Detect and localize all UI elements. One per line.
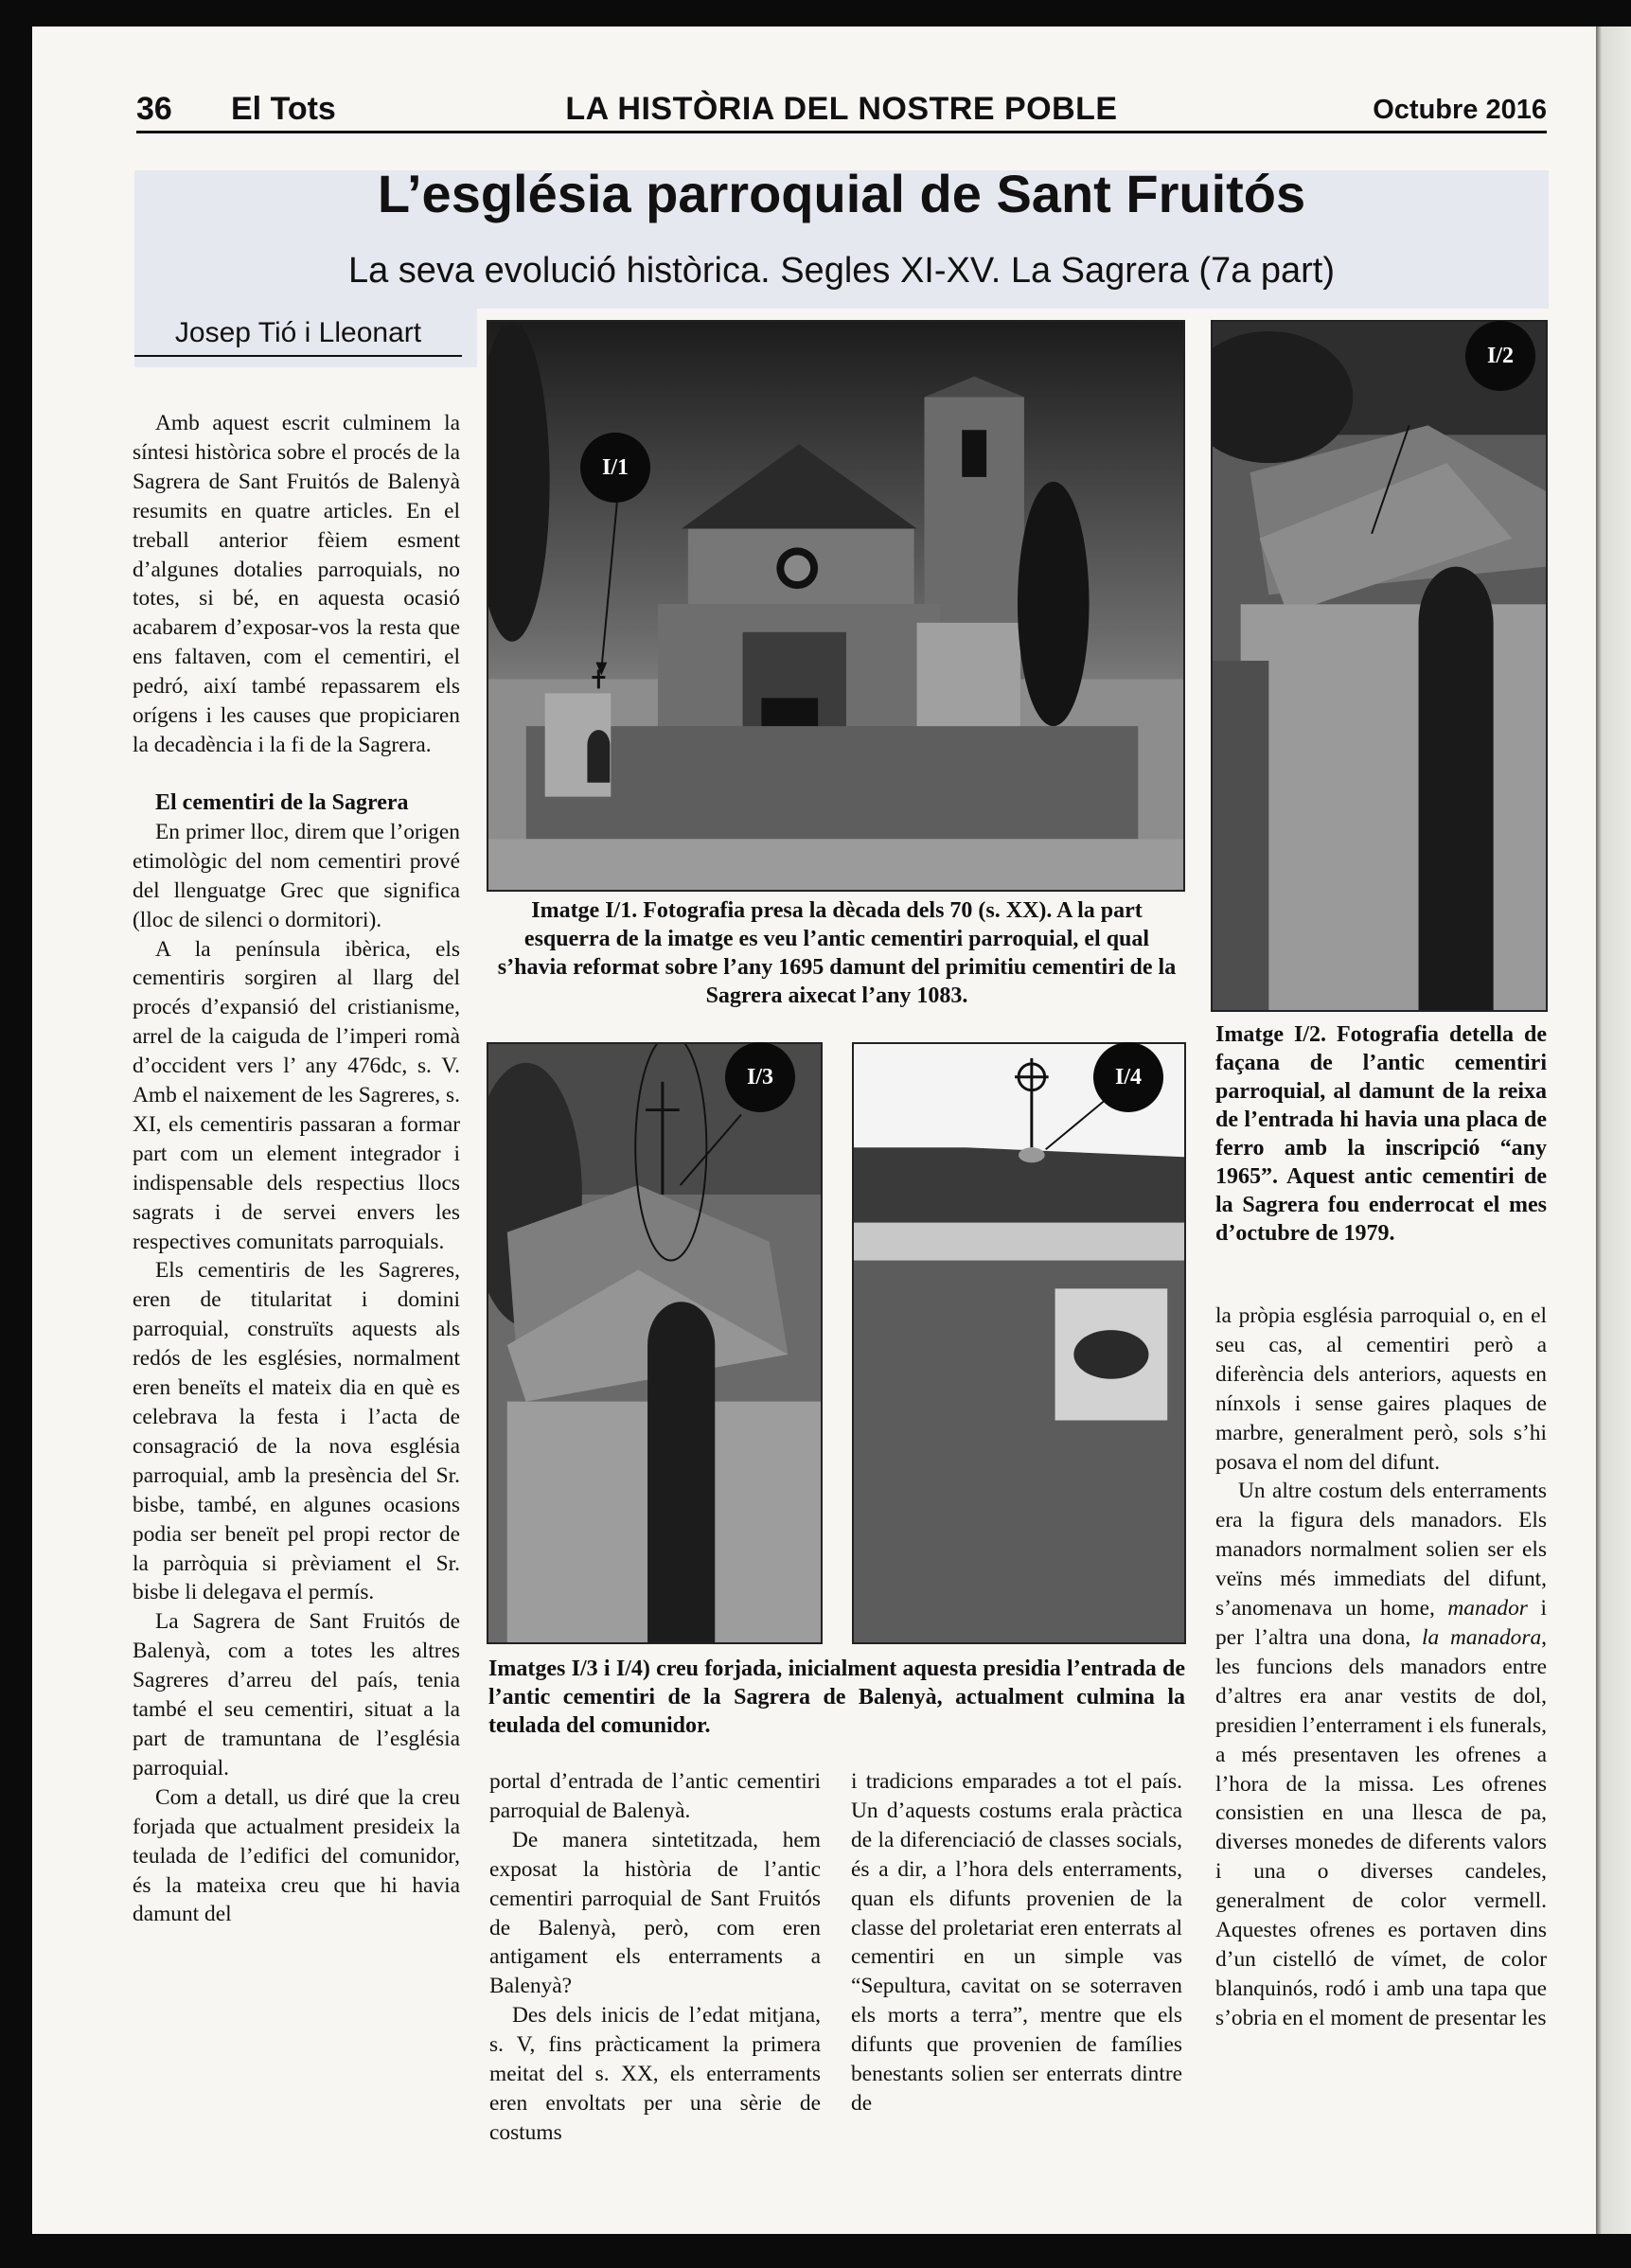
article-title: L’església parroquial de Sant Fruitós <box>377 164 1306 223</box>
paragraph: Des dels inicis de l’edat mitjana, s. V, fins pràcticament la primera meitat del s. XX, els enterraments eren envoltats per una sèrie de costums <box>489 2003 821 2145</box>
photo-comunidor-roof-i4 <box>852 1042 1186 1644</box>
italic-term: la manadora <box>1421 1624 1542 1650</box>
article-author: Josep Tió i Lleonart <box>134 317 462 357</box>
text-run: , les funcions dels manadors entre d’altres era anar vestits de dol, presidien l’enterrament i els funerals, a més presentaven les ofrenes a l’hora de la missa. Les ofrenes consistien en una llesca de pa, diverses monedes de diferents valors i una o diverses candeles, generalment de color vermell. Aquestes ofrenes es portaven dins d’un cistelló de vímet, de color blanquinós, rodó i amb una tapa que s’obria en el moment de presentar les <box>1215 1624 1547 2030</box>
photo-forged-cross-i3 <box>487 1042 823 1644</box>
text-column-1 <box>133 409 460 1929</box>
paragraph: portal d’entrada de l’antic cementiri parroquial de Balenyà. <box>489 1769 821 1823</box>
text-column-2 <box>489 1767 821 2148</box>
text-column-3 <box>851 1767 1182 2118</box>
text-column-4 <box>1215 1302 1547 2033</box>
paragraph: Amb aquest escrit culminem la síntesi històrica sobre el procés de la Sagrera de Sant Fruitós de Balenyà resumits en quatre articles. En el treball anterior fèiem esment d’algunes dotalies parroquials, no totes, si bé, en aquesta ocasió acabarem d’exposar-vos la resta que ens faltaven, com el cementiri, el pedró, així també repassarem els orígens i les causes que propiciaren la decadència i la fi de la Sagrera. <box>133 411 460 757</box>
text-run: Un altre costum dels enterraments era la figura dels manadors. Els manadors normalment solien ser els veïns més immediats del difunt, s’anomenava un home, <box>1215 1479 1547 1621</box>
text-run: i per l’altra una dona, <box>1215 1596 1547 1650</box>
issue-date: Octubre 2016 <box>1373 95 1547 125</box>
paragraph: la pròpia església parroquial o, en el seu cas, al cementiri però a diferència dels anteriors, aquests en nínxols i sense gaires plaques de marbre, generalment però, sols s’hi posava el nom del difunt. <box>1215 1303 1547 1475</box>
running-header <box>136 89 1547 133</box>
paragraph: Els cementiris de les Sagreres, eren de titularitat i domini parroquial, construïts aquests als redós de les esglésies, normalment eren beneïts el mateix dia en què es celebrava la festa i l’acta de consagració de la nova església parroquial, amb la presència del Sr. bisbe, també, en algunes ocasions podia ser beneït pel propi rector de la parròquia si prèviament el Sr. bisbe li delegava el permís. <box>133 1258 460 1605</box>
paragraph <box>1215 1477 1547 2032</box>
paragraph: i tradicions emparades a tot el país. Un d’aquests costums erala pràctica de la diferenciació de classes socials, és a dir, a l’hora dels enterraments, quan els difunts provenien de la classe del proletariat eren enterrats al cementiri en un simple vas “Sepultura, cavitat on se soterraven els morts a terra”, mentre que els difunts que provenien de famílies benestants solien ser enterrats dintre de <box>851 1769 1182 2116</box>
paragraph: Com a detall, us diré que la creu forjada que actualment presideix la teulada de l’edifici del comunidor, és la mateixa creu que hi havia damunt del <box>133 1784 460 1927</box>
paragraph: La Sagrera de Sant Fruitós de Balenyà, com a totes les altres Sagreres d’arreu del país, tenia també el seu cementiri, situat a la part de tramuntana de l’església parroquial. <box>133 1609 460 1781</box>
paragraph: A la península ibèrica, els cementiris sorgiren al llarg del procés d’expansió del cristianisme, arrel de la caiguda de l’imperi romà d’occident vers l’ any 476dc, s. V. Amb el naixement de les Sagreres, s. XI, els cementiris passaran a formar part com un element integrador i indispensable dels respectius llocs sagrats i de servei envers les respectives comunitats parroquials. <box>133 936 460 1254</box>
adjacent-page-edge <box>1596 27 1631 2234</box>
publication-name: El Tots <box>231 91 336 127</box>
photo-cemetery-facade-i2 <box>1211 320 1548 1012</box>
photo-church-i1 <box>487 320 1185 892</box>
caption-i2: Imatge I/2. Fotografia detella de façana de l’antic cementiri parroquial, al damunt de la reixa de l’entrada hi havia una placa de ferro amb la inscripció “any 1965”. Aquest antic cementiri de la Sagrera fou enderrocat el mes d’octubre de 1979. <box>1215 1022 1547 1246</box>
image-marker-i4: I/4 <box>1093 1042 1163 1112</box>
image-marker-i2: I/2 <box>1465 321 1535 391</box>
image-marker-i1: I/1 <box>580 433 650 503</box>
article-subtitle: La seva evolució històrica. Segles XI-XV. La Sagrera (7a part) <box>347 251 1336 291</box>
section-heading: El cementiri de la Sagrera <box>155 789 409 815</box>
section-title: LA HISTÒRIA DEL NOSTRE POBLE <box>565 91 1118 127</box>
paragraph: En primer lloc, direm que l’origen etimològic del nom cementiri prové del llenguatge Grec que significa (lloc de silenci o dormitori). <box>133 819 460 932</box>
page-number: 36 <box>136 91 172 127</box>
image-marker-i3: I/3 <box>725 1042 795 1112</box>
paragraph: De manera sintetitzada, hem exposat la història de l’antic cementiri parroquial de Sant Fruitós de Balenyà, però, com eren antigament els enterraments a Balenyà? <box>489 1827 821 1999</box>
italic-term: manador <box>1447 1596 1528 1621</box>
caption-i3-i4: Imatges I/3 i I/4) creu forjada, inicialment aquesta presidia l’entrada de l’antic cementiri de la Sagrera de Balenyà, actualment culmina la teulada del comunidor. <box>488 1657 1185 1738</box>
caption-i1: Imatge I/1. Fotografia presa la dècada dels 70 (s. XX). A la part esquerra de la imatge es veu l’antic cementiri parroquial, el qual s’havia reformat sobre l’any 1695 damunt del primitiu cementiri de la Sagrera aixecat l’any 1083. <box>497 898 1177 1008</box>
